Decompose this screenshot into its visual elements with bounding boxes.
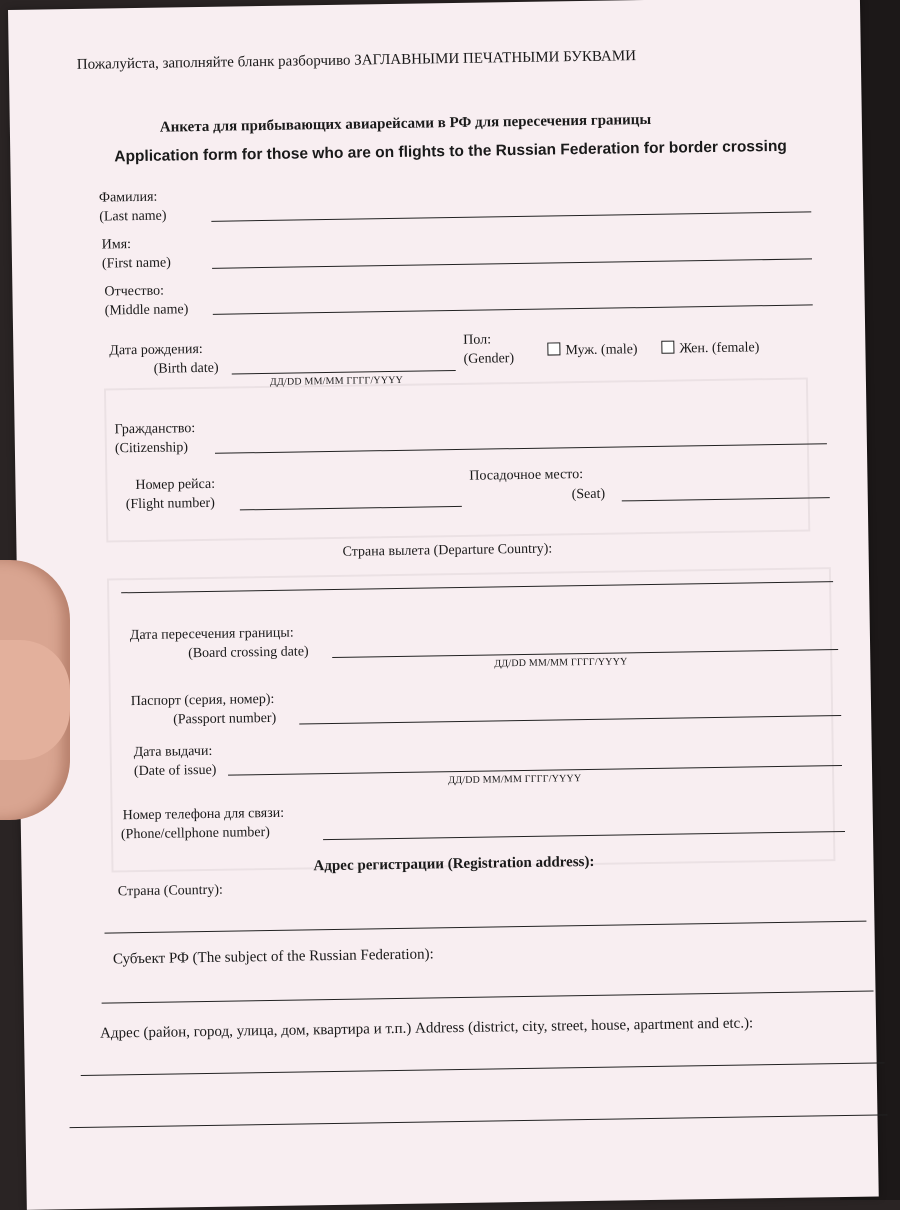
birth-date-field[interactable] [232,370,456,375]
flight-number-label-en: (Flight number) [125,495,215,513]
birth-date-format-hint: ДД/DD ММ/MM ГГГГ/YYYY [269,374,404,388]
bleed-through-box [104,374,810,542]
seat-label-ru: Посадочное место: [469,467,584,484]
gender-label-ru: Пол: [463,332,492,348]
address-heading: Адрес регистрации (Registration address): [313,853,595,875]
middle-name-label-en: (Middle name) [104,302,189,319]
birth-date-label-en: (Birth date) [153,360,219,377]
subject-label: Субъект РФ (The subject of the Russian Federation): [112,946,434,968]
form-title-en: Application form for those who are on flights to the Russian Federation for border crossing [114,137,787,166]
crossing-date-format-hint: ДД/DD ММ/MM ГГГГ/YYYY [494,656,628,670]
citizenship-label-ru: Гражданство: [114,421,196,438]
first-name-label-ru: Имя: [101,237,132,253]
instructions-text: Пожалуйста, заполняйте бланк разборчиво ЗАГЛАВНЫМИ ПЕЧАТНЫМИ БУКВАМИ [76,48,637,73]
country-field[interactable] [105,921,867,934]
departure-country-label: Страна вылета (Departure Country): [342,541,553,560]
first-name-label-en: (First name) [101,255,171,272]
last-name-label-ru: Фамилия: [98,189,158,206]
passport-label-ru: Паспорт (серия, номер): [130,691,275,710]
issue-date-label-en: (Date of issue) [133,762,217,780]
crossing-date-label-en: (Board crossing date) [188,644,309,662]
issue-date-format-hint: ДД/DD ММ/MM ГГГГ/YYYY [448,773,582,787]
birth-date-label-ru: Дата рождения: [109,341,203,359]
gender-label-en: (Gender) [463,351,515,367]
subject-field[interactable] [102,991,874,1004]
form-sheet [8,0,879,1210]
male-option-label: Муж. (male) [565,342,638,359]
female-checkbox[interactable] [661,341,674,354]
phone-label-ru: Номер телефона для связи: [122,805,285,824]
issue-date-label-ru: Дата выдачи: [133,743,213,761]
phone-label-en: (Phone/cellphone number) [120,824,270,843]
crossing-date-label-ru: Дата пересечения границы: [129,625,294,644]
citizenship-label-en: (Citizenship) [114,440,189,457]
female-option-label: Жен. (female) [679,340,760,357]
form-title-ru: Анкета для прибывающих авиарейсами в РФ для пересечения границы [159,111,652,136]
last-name-label-en: (Last name) [99,208,167,225]
full-address-line-1[interactable] [81,1062,885,1076]
country-label: Страна (Country): [117,882,223,900]
gender-male-option[interactable] [547,340,637,360]
middle-name-label-ru: Отчество: [104,283,165,300]
flight-number-label-ru: Номер рейса: [135,476,216,494]
male-checkbox[interactable] [547,342,560,355]
gender-female-option[interactable] [661,338,759,359]
seat-label-en: (Seat) [571,486,606,503]
last-name-field[interactable] [211,211,811,221]
passport-label-en: (Passport number) [173,710,277,728]
full-address-label: Адрес (район, город, улица, дом, квартира и т.п.) Address (district, city, street, house, apartment and etc.): [99,1015,754,1042]
middle-name-field[interactable] [213,304,813,314]
first-name-field[interactable] [212,258,812,268]
full-address-line-2[interactable] [70,1114,888,1128]
